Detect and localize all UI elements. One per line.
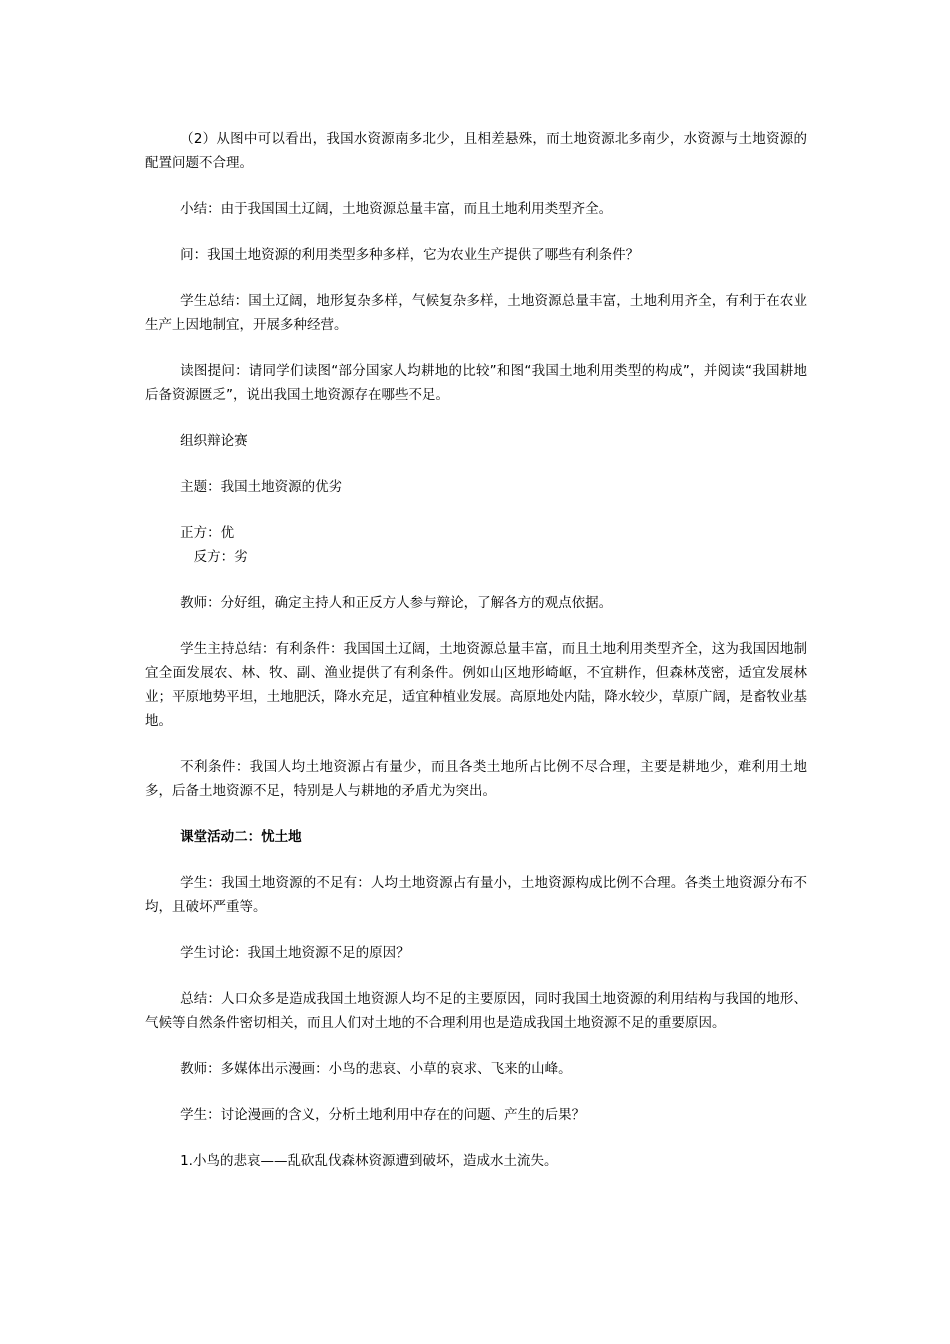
paragraph-summary: 小结：由于我国国土辽阔，土地资源总量丰富，而且土地利用类型齐全。 xyxy=(180,201,613,217)
paragraph-teacher-instruction: 教师：分好组，确定主持人和正反方人参与辩论，了解各方的观点依据。 xyxy=(180,595,613,611)
paragraph-student-shortcomings: 学生：我国土地资源的不足有：人均土地资源占有量小，土地资源构成比例不合理。各类土地资源分布不均，且破坏严重等。 xyxy=(145,875,807,915)
paragraph-water-land-distribution: （2）从图中可以看出，我国水资源南多北少，且相差悬殊，而土地资源北多南少，水资源与土地资源的配置问题不合理。 xyxy=(145,131,807,171)
paragraph-list-item-1: 1.小鸟的悲哀——乱砍乱伐森林资源遭到破坏，造成水土流失。 xyxy=(180,1153,558,1169)
paragraph-favorable-conditions: 学生主持总结：有利条件：我国国土辽阔，土地资源总量丰富，而且土地利用类型齐全，这为我国因地制宜全面发展农、林、牧、副、渔业提供了有利条件。例如山区地形崎岖，不宜耕作，但森林茂密，适宜发展林业；平原地势平坦，土地肥沃，降水充足，适宜种植业发展。高原地处内陆，降水较少，草原广阔，是畜牧业基地。 xyxy=(145,641,807,729)
paragraph-debate-heading: 组织辩论赛 xyxy=(180,433,248,449)
paragraph-student-cartoon-analysis: 学生：讨论漫画的含义，分析土地利用中存在的问题、产生的后果？ xyxy=(180,1107,586,1123)
section-heading-activity-two: 课堂活动二：忧土地 xyxy=(180,829,302,845)
paragraph-conclusion: 总结：人口众多是造成我国土地资源人均不足的主要原因，同时我国土地资源的利用结构与我国的地形、气候等自然条件密切相关，而且人们对土地的不合理利用也是造成我国土地资源不足的重要原因。 xyxy=(145,991,807,1031)
paragraph-teacher-cartoons: 教师：多媒体出示漫画：小鸟的悲哀、小草的哀求、飞来的山峰。 xyxy=(180,1061,572,1077)
paragraph-negative-side: 反方：劣 xyxy=(193,549,248,565)
paragraph-unfavorable-conditions: 不利条件：我国人均土地资源占有量少，而且各类土地所占比例不尽合理，主要是耕地少，难利用土地多，后备土地资源不足，特别是人与耕地的矛盾尤为突出。 xyxy=(145,759,807,799)
paragraph-affirmative-side: 正方：优 xyxy=(180,525,235,541)
document-page xyxy=(145,127,807,1195)
paragraph-reading-question: 读图提问：请同学们读图“部分国家人均耕地的比较”和图“我国土地利用类型的构成”，并阅读“我国耕地后备资源匮乏”，说出我国土地资源存在哪些不足。 xyxy=(145,363,807,403)
paragraph-student-discussion: 学生讨论：我国土地资源不足的原因？ xyxy=(180,945,410,961)
paragraph-student-summary: 学生总结：国土辽阔，地形复杂多样，气候复杂多样，土地资源总量丰富，土地利用齐全，有利于在农业生产上因地制宜，开展多种经营。 xyxy=(145,293,807,333)
paragraph-debate-topic: 主题：我国土地资源的优劣 xyxy=(180,479,343,495)
paragraph-question: 问：我国土地资源的利用类型多种多样，它为农业生产提供了哪些有利条件？ xyxy=(180,247,640,263)
